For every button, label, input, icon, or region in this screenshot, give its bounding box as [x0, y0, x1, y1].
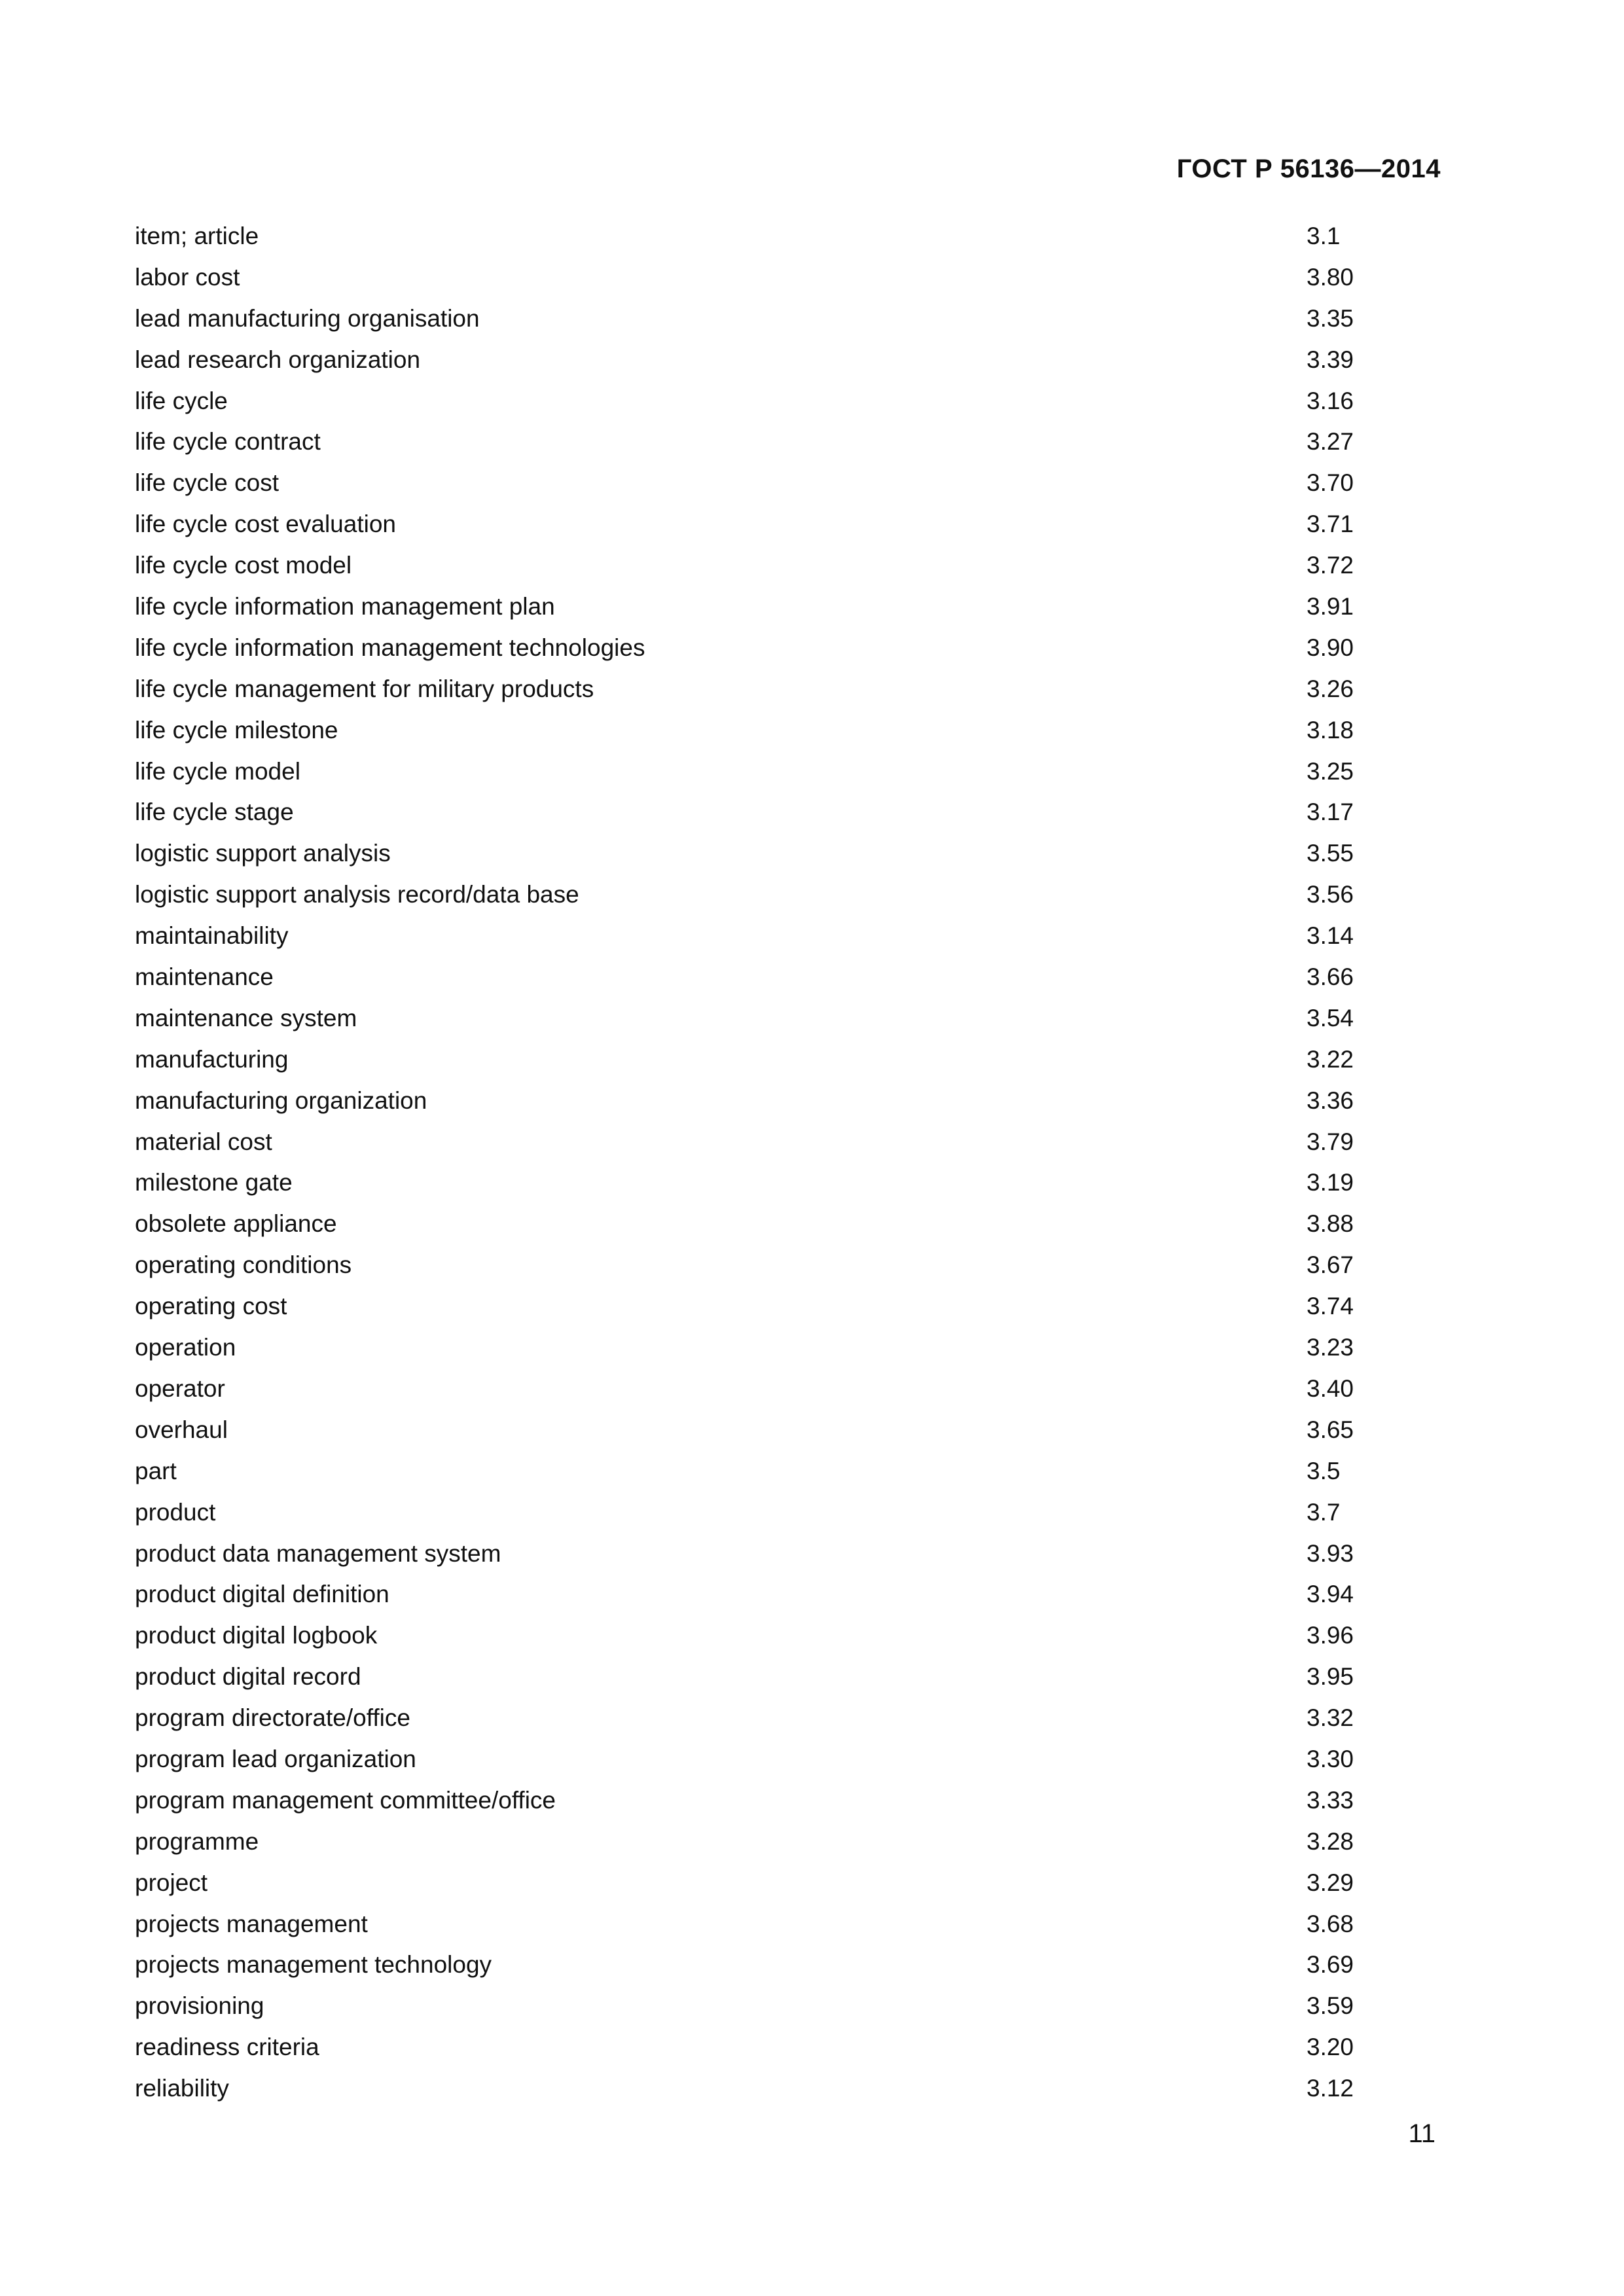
- document-header: ГОСТ Р 56136—2014: [1176, 154, 1441, 183]
- index-section-ref: 3.91: [1307, 593, 1354, 620]
- index-term: life cycle cost evaluation: [135, 511, 396, 538]
- index-term: manufacturing: [135, 1045, 289, 1073]
- index-row: [135, 1615, 1444, 1657]
- index-section-ref: 3.17: [1307, 798, 1354, 826]
- index-term: operation: [135, 1334, 236, 1361]
- index-term: maintainability: [135, 922, 289, 950]
- index-row: [135, 710, 1444, 751]
- index-row: [135, 833, 1444, 874]
- index-section-ref: 3.19: [1307, 1169, 1354, 1196]
- index-row: [135, 257, 1444, 298]
- index-row: [135, 422, 1444, 463]
- index-section-ref: 3.29: [1307, 1869, 1354, 1896]
- index-section-ref: 3.56: [1307, 881, 1354, 908]
- index-row: [135, 1039, 1444, 1081]
- index-term: life cycle cost model: [135, 552, 352, 579]
- index-row: [135, 216, 1444, 257]
- index-row: [135, 1162, 1444, 1204]
- index-row: [135, 1451, 1444, 1492]
- index-row: [135, 2027, 1444, 2068]
- index-section-ref: 3.12: [1307, 2075, 1354, 2102]
- index-term: life cycle model: [135, 757, 300, 785]
- index-section-ref: 3.95: [1307, 1663, 1354, 1691]
- index-row: [135, 1863, 1444, 1904]
- index-term: material cost: [135, 1128, 272, 1155]
- index-term: manufacturing organization: [135, 1086, 427, 1114]
- index-row: [135, 1204, 1444, 1245]
- index-section-ref: 3.28: [1307, 1827, 1354, 1855]
- index-section-ref: 3.7: [1307, 1498, 1341, 1526]
- index-term: project: [135, 1869, 208, 1896]
- index-section-ref: 3.30: [1307, 1745, 1354, 1772]
- index-term: life cycle management for military products: [135, 675, 594, 702]
- index-section-ref: 3.27: [1307, 428, 1354, 456]
- index-section-ref: 3.66: [1307, 963, 1354, 991]
- index-section-ref: 3.32: [1307, 1704, 1354, 1732]
- index-row: [135, 298, 1444, 340]
- index-term: life cycle cost: [135, 469, 280, 497]
- index-row: [135, 1081, 1444, 1122]
- index-term: overhaul: [135, 1416, 228, 1443]
- index-row: [135, 1574, 1444, 1615]
- index-row: [135, 998, 1444, 1039]
- index-section-ref: 3.40: [1307, 1374, 1354, 1402]
- index-section-ref: 3.54: [1307, 1004, 1354, 1031]
- index-term: operating cost: [135, 1293, 287, 1320]
- index-section-ref: 3.65: [1307, 1416, 1354, 1443]
- index-section-ref: 3.5: [1307, 1457, 1341, 1484]
- index-row: [135, 792, 1444, 833]
- index-term: projects management: [135, 1910, 368, 1937]
- index-section-ref: 3.96: [1307, 1622, 1354, 1649]
- index-row: [135, 916, 1444, 957]
- index-section-ref: 3.14: [1307, 922, 1354, 950]
- index-row: [135, 381, 1444, 422]
- index-section-ref: 3.20: [1307, 2034, 1354, 2061]
- index-section-ref: 3.71: [1307, 511, 1354, 538]
- index-row: [135, 628, 1444, 669]
- index-section-ref: 3.55: [1307, 840, 1354, 867]
- index-section-ref: 3.88: [1307, 1210, 1354, 1238]
- index-term: lead manufacturing organisation: [135, 304, 480, 332]
- index-term: maintenance: [135, 963, 274, 991]
- index-term: projects management technology: [135, 1951, 492, 1979]
- index-row: [135, 504, 1444, 545]
- index-term: logistic support analysis record/data base: [135, 881, 579, 908]
- index-section-ref: 3.26: [1307, 675, 1354, 702]
- index-row: [135, 1739, 1444, 1780]
- index-row: [135, 1492, 1444, 1534]
- index-term: readiness criteria: [135, 2034, 319, 2061]
- index-term: operating conditions: [135, 1251, 352, 1279]
- index-section-ref: 3.25: [1307, 757, 1354, 785]
- index-term: product data management system: [135, 1539, 501, 1567]
- index-term: life cycle contract: [135, 428, 321, 456]
- index-section-ref: 3.67: [1307, 1251, 1354, 1279]
- index-row: [135, 957, 1444, 998]
- index-term: maintenance system: [135, 1004, 357, 1031]
- index-section-ref: 3.18: [1307, 716, 1354, 744]
- index-row: [135, 2068, 1444, 2109]
- index-row: [135, 1286, 1444, 1327]
- index-term: labor cost: [135, 263, 240, 291]
- index-section-ref: 3.16: [1307, 387, 1354, 414]
- index-row: [135, 874, 1444, 916]
- index-row: [135, 1327, 1444, 1369]
- index-term: product digital record: [135, 1663, 361, 1691]
- index-row: [135, 1698, 1444, 1739]
- index-row: [135, 1821, 1444, 1863]
- index-section-ref: 3.80: [1307, 263, 1354, 291]
- index-row: [135, 751, 1444, 793]
- index-row: [135, 1945, 1444, 1986]
- index-row: [135, 463, 1444, 504]
- index-row: [135, 340, 1444, 381]
- index-section-ref: 3.39: [1307, 346, 1354, 373]
- page-number: 11: [1408, 2119, 1435, 2148]
- term-index-list: [135, 216, 1444, 2109]
- index-row: [135, 1245, 1444, 1286]
- index-section-ref: 3.72: [1307, 552, 1354, 579]
- index-term: operator: [135, 1374, 225, 1402]
- index-term: life cycle information management plan: [135, 593, 555, 620]
- index-row: [135, 1369, 1444, 1410]
- index-row: [135, 1534, 1444, 1575]
- index-row: [135, 586, 1444, 628]
- index-section-ref: 3.23: [1307, 1334, 1354, 1361]
- index-term: part: [135, 1457, 177, 1484]
- index-section-ref: 3.93: [1307, 1539, 1354, 1567]
- index-term: product: [135, 1498, 216, 1526]
- index-section-ref: 3.59: [1307, 1992, 1354, 2020]
- index-term: program lead organization: [135, 1745, 416, 1772]
- index-term: provisioning: [135, 1992, 264, 2020]
- index-row: [135, 545, 1444, 586]
- index-row: [135, 1122, 1444, 1163]
- index-section-ref: 3.33: [1307, 1786, 1354, 1814]
- index-term: program directorate/office: [135, 1704, 410, 1732]
- index-row: [135, 669, 1444, 710]
- index-term: obsolete appliance: [135, 1210, 337, 1238]
- index-term: logistic support analysis: [135, 840, 391, 867]
- index-term: product digital logbook: [135, 1622, 378, 1649]
- index-section-ref: 3.90: [1307, 634, 1354, 661]
- index-section-ref: 3.35: [1307, 304, 1354, 332]
- index-section-ref: 3.36: [1307, 1086, 1354, 1114]
- index-row: [135, 1410, 1444, 1451]
- index-term: life cycle stage: [135, 798, 294, 826]
- index-section-ref: 3.70: [1307, 469, 1354, 497]
- index-section-ref: 3.1: [1307, 223, 1341, 249]
- index-term: life cycle information management technologies: [135, 634, 645, 661]
- index-term: life cycle: [135, 387, 228, 414]
- index-term: reliability: [135, 2075, 229, 2102]
- index-section-ref: 3.74: [1307, 1293, 1354, 1320]
- index-row: [135, 1657, 1444, 1698]
- index-row: [135, 1780, 1444, 1821]
- index-term: program management committee/office: [135, 1786, 556, 1814]
- index-row: [135, 1904, 1444, 1945]
- index-section-ref: 3.68: [1307, 1910, 1354, 1937]
- index-section-ref: 3.22: [1307, 1045, 1354, 1073]
- index-section-ref: 3.79: [1307, 1128, 1354, 1155]
- index-term: lead research organization: [135, 346, 421, 373]
- index-term: item; article: [135, 223, 259, 249]
- index-section-ref: 3.94: [1307, 1581, 1354, 1608]
- index-row: [135, 1986, 1444, 2027]
- index-term: milestone gate: [135, 1169, 293, 1196]
- index-term: life cycle milestone: [135, 716, 338, 744]
- index-section-ref: 3.69: [1307, 1951, 1354, 1979]
- index-term: product digital definition: [135, 1581, 389, 1608]
- index-term: programme: [135, 1827, 259, 1855]
